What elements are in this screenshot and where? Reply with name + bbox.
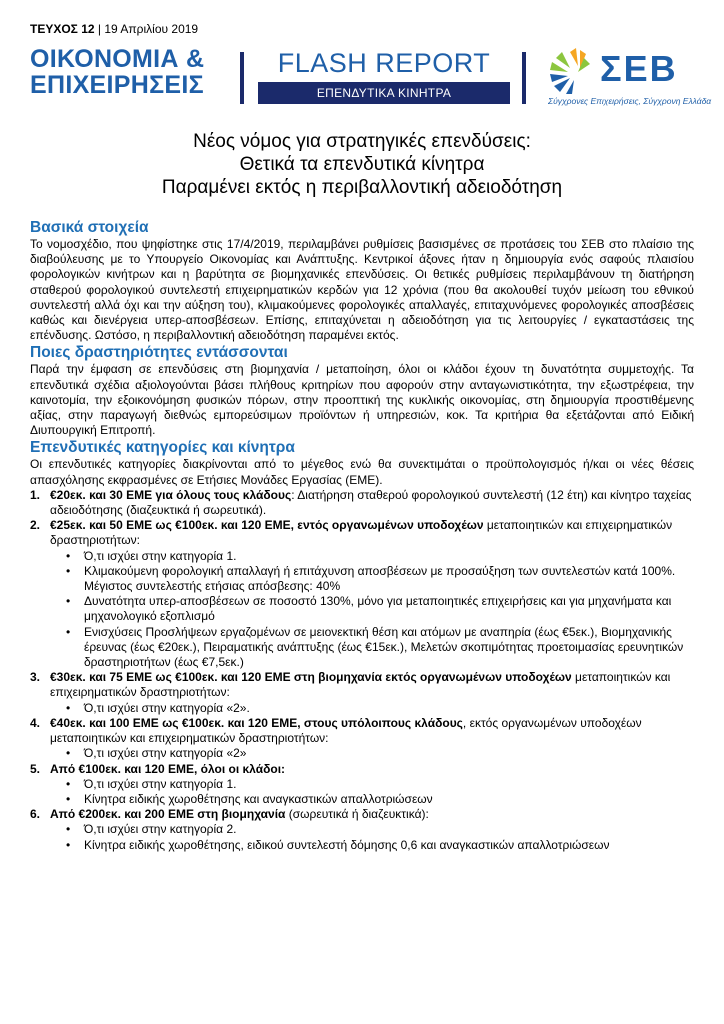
category-bullets xyxy=(50,549,694,671)
category-bold-text: €30εκ. και 75 ΕΜΕ ως €100εκ. και 120 ΕΜΕ στη βιομηχανία εκτός οργανωμένων υποδοχέων xyxy=(50,670,572,685)
document-body xyxy=(30,218,694,853)
category-bullets xyxy=(50,746,694,761)
category-bold-text: Από €200εκ. και 200 ΕΜΕ στη βιομηχανία xyxy=(50,807,286,822)
category-rest-text: : Διατήρηση σταθερού φορολογικού συντελεστή (12 έτη) και κίνητρο ταχείας αδειοδότησης (διαζευκτικά ή σωρευτικά). xyxy=(50,487,692,518)
bullet-item: • Ό,τι ισχύει στην κατηγορία «2». xyxy=(50,701,694,716)
category-number: 4. xyxy=(30,715,41,730)
category-bullets xyxy=(50,822,694,852)
category-bold-text: Από €100εκ. και 120 ΕΜΕ, όλοι οι κλάδοι: xyxy=(50,761,286,776)
category-rest-text: (σωρευτικά ή διαζευκτικά): xyxy=(285,807,429,822)
category-bold-text: €40εκ. και 100 ΕΜΕ ως €100εκ. και 120 ΕΜΕ, στους υπόλοιπους κλάδους xyxy=(50,715,463,730)
category-item xyxy=(30,670,694,716)
document-title xyxy=(60,130,664,199)
divider-right xyxy=(522,52,526,104)
bullet-item: • Ό,τι ισχύει στην κατηγορία 1. xyxy=(50,777,694,792)
issue-number: ΤΕΥΧΟΣ 12 xyxy=(30,22,95,36)
category-bold-text: €25εκ. και 50 ΕΜΕ ως €100εκ. και 120 ΕΜΕ, εντός οργανωμένων υποδοχέων xyxy=(50,518,484,533)
section-heading-activities: Ποιες δραστηριότητες εντάσσονται xyxy=(30,344,288,362)
section-text-basics: Το νομοσχέδιο, που ψηφίστηκε στις 17/4/2019, περιλαμβάνει ρυθμίσεις βασισμένες σε προτάσεις του ΣΕΒ στο πλαίσιο της διαβούλευσης με το Υπουργείο Οικονομίας και Ανάπτυξης. Κεντρικοί άξονες ήταν η δημιουργία ενός σαφούς πλαισίου φορολογικών κινήτρων και η βαρύτητα σε βιομηχανικές επενδύσεις. Οι θετικές ρυθμίσεις περιλαμβάνουν τη διατήρηση σταθερού φορολογικού συντελεστή επιχειρηματικών κερδών για 12 χρόνια (που θα ακολουθεί τυχόν μείωση του εθνικού συντελεστή αλλά όχι και την αύξηση του), κλιμακούμενες φορολογικές απαλλαγές, επιταχυνόμενες φορολογικές αποσβέσεις καθώς και διενέργεια υπερ-αποσβέσεων. Επίσης, επιταχύνεται η αδειοδότηση για τις λειτουργίες / εγκαταστάσεις της επένδυσης. Ωστόσο, η περιβαλλοντική αδειοδότηση παραμένει εκτός. xyxy=(30,237,694,343)
category-item xyxy=(30,762,694,808)
issue-info xyxy=(30,22,198,36)
section-text-activities: Παρά την έμφαση σε επενδύσεις στη βιομηχανία / μεταποίηση, όλοι οι κλάδοι έχουν τη δυνατότητα συμμετοχής. Τα επενδυτικά σχέδια αξιολογούνται βάσει πλήθους κριτηρίων που αφορούν στην ανταγωνιστικότητα, την εξωστρέφεια, την καινοτομία, την εξοικονόμηση φυσικών πόρων, στην προοπτική της κυκλικής οικονομίας, στη δημιουργία προστιθέμενης αξίας, στην παραγωγή διεθνώς εμπορεύσιμων προϊόντων ή υπηρεσιών, κοκ. Τα κριτήρια θα εξετάζονται από Ειδική Διυπουργική Επιτροπή. xyxy=(30,362,694,438)
category-number: 1. xyxy=(30,487,41,502)
issue-date: 19 Απριλίου 2019 xyxy=(104,22,199,36)
category-rest-text: , εκτός οργανωμένων υποδοχέων μεταποιητικών και επιχειρηματικών δραστηριοτήτων: xyxy=(50,715,642,746)
title-line-3: Παραμένει εκτός η περιβαλλοντική αδειοδότηση xyxy=(161,177,563,198)
bullet-item: • Ό,τι ισχύει στην κατηγορία «2» xyxy=(50,746,694,761)
divider-left xyxy=(240,52,244,104)
category-item xyxy=(30,716,694,762)
category-line-2: ΕΠΙΧΕΙΡΗΣΕΙΣ xyxy=(30,71,204,99)
category-bullets xyxy=(50,701,694,716)
category-number: 6. xyxy=(30,807,41,822)
title-line-1: Νέος νόμος για στρατηγικές επενδύσεις: xyxy=(193,131,531,152)
bullet-item: • Κίνητρα ειδικής χωροθέτησης και αναγκαστικών απαλλοτριώσεων xyxy=(50,792,694,807)
category-rest-text: μεταποιητικών και επιχειρηματικών δραστηριοτήτων: xyxy=(50,518,673,548)
bullet-item: • Δυνατότητα υπερ-αποσβέσεων σε ποσοστό 130%, μόνο για μεταποιητικές επιχειρήσεις και για μηχανήματα και μηχανολογικό εξοπλισμό xyxy=(50,594,694,624)
issue-separator: | xyxy=(94,22,105,36)
category-bullets xyxy=(50,777,694,807)
category-item xyxy=(30,488,694,518)
bullet-item: • Κίνητρα ειδικής χωροθέτησης, ειδικού συντελεστή δόμησης 0,6 και αναγκαστικών απαλλοτριώσεων xyxy=(50,838,694,853)
report-subject-banner: ΕΠΕΝΔΥΤΙΚΑ ΚΙΝΗΤΡΑ xyxy=(258,82,510,104)
category-item xyxy=(30,518,694,670)
category-number: 3. xyxy=(30,670,41,685)
category-item xyxy=(30,807,694,853)
report-type: FLASH REPORT xyxy=(277,48,491,78)
section-heading-categories: Επενδυτικές κατηγορίες και κίνητρα xyxy=(30,439,295,457)
bullet-item: • Ενισχύσεις Προσλήψεων εργαζομένων σε μειονεκτική θέση και ατόμων με αναπηρία (έως €5εκ.), Βιομηχανικής έρευνας (έως €20εκ.), Πειραματικής ανάπτυξης (έως €15εκ.), Μελετών σκοπιμότητας προετοιμασίας ερευνητικών δραστηριοτήτων (έως €7,5εκ.) xyxy=(50,625,694,671)
categories-list xyxy=(30,488,694,853)
section-heading-basics: Βασικά στοιχεία xyxy=(30,219,149,236)
seb-logo-text: ΣΕΒ xyxy=(600,48,678,89)
bullet-item: • Κλιμακούμενη φορολογική απαλλαγή ή επιτάχυνση αποσβέσεων με προσαύξηση των συντελεστών κατά 100%. Μέγιστος συντελεστής ετήσιας απόσβεσης: 40% xyxy=(50,564,694,594)
bullet-item: • Ό,τι ισχύει στην κατηγορία 2. xyxy=(50,822,694,837)
category-line-1: ΟΙΚΟΝΟΜΙΑ & xyxy=(30,45,205,73)
section-intro-categories: Οι επενδυτικές κατηγορίες διακρίνονται από το μέγεθος ενώ θα συνεκτιμάται ο προϋπολογισμός ή/και οι νέες θέσεις απασχόλησης εκφρασμένες σε Ετήσιες Μονάδες Εργασίας (ΕΜΕ). xyxy=(30,457,694,487)
seb-logo-tagline: Σύγχρονες Επιχειρήσεις, Σύγχρονη Ελλάδα xyxy=(548,96,712,106)
category-title xyxy=(30,46,204,98)
category-number: 2. xyxy=(30,518,41,533)
category-bold-text: €20εκ. και 30 ΕΜΕ για όλους τους κλάδους xyxy=(50,487,292,502)
title-line-2: Θετικά τα επενδυτικά κίνητρα xyxy=(239,154,485,175)
category-rest-text: μεταποιητικών και επιχειρηματικών δραστηριοτήτων: xyxy=(50,670,671,700)
bullet-item: • Ό,τι ισχύει στην κατηγορία 1. xyxy=(50,549,694,564)
category-number: 5. xyxy=(30,761,41,776)
